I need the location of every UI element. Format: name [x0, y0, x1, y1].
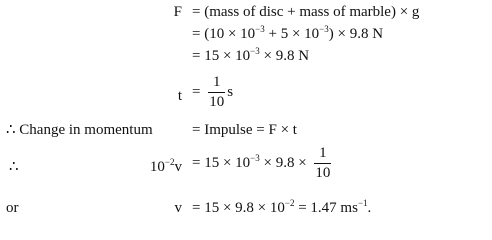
momentum-fraction: $\frac{1}{10}$ — [315, 145, 331, 181]
force-definition: = (mass of disc + mass of marble) × g — [192, 4, 420, 20]
velocity-symbol: v — [174, 200, 182, 216]
time-symbol: t — [177, 88, 182, 104]
impulse-relation: = Impulse = F × t — [192, 122, 297, 138]
time-fraction: $\frac{1}{10}$ — [209, 74, 225, 110]
time-value: = $\frac{1}{10}$ s — [192, 74, 234, 110]
force-substitution: = $(10 \times 10^{-3} + 5 \times 10^{-3}) \times 9.8$ N — [192, 24, 384, 42]
velocity-result: = $15 \times 9.8 \times 10^{-2} = 1.47$ $ms^{-1}$. — [192, 198, 372, 216]
or-label: or — [6, 200, 19, 216]
momentum-lhs: $10^{-2}v$ — [149, 157, 182, 175]
force-simplified: = $15 \times 10^{-3} \times 9.8$ N — [192, 46, 310, 64]
force-symbol: F — [173, 4, 182, 20]
therefore-symbol: ∴ — [9, 159, 19, 175]
momentum-equation: = $15 \times 10^{-3} \times 9.8$ × $\frac{1}{10}$ — [192, 145, 331, 181]
momentum-change-label: ∴ Change in momentum — [6, 122, 153, 138]
